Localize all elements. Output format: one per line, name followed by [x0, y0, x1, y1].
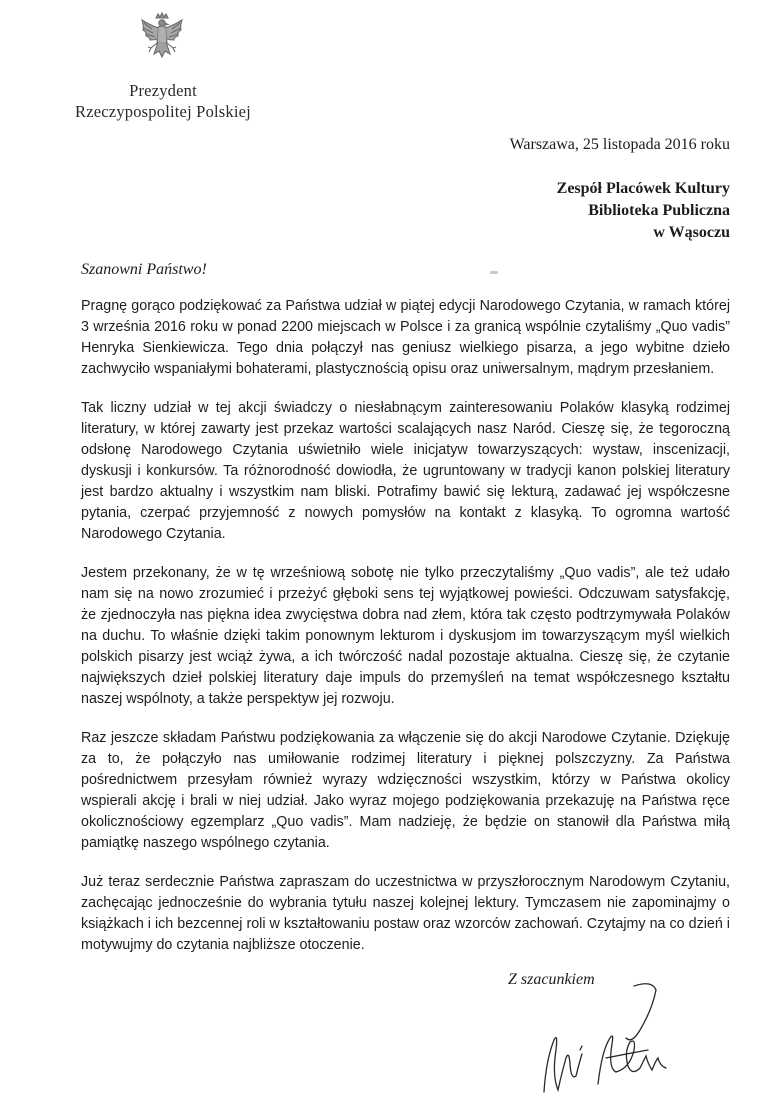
- letter-date: Warszawa, 25 listopada 2016 roku: [509, 136, 730, 153]
- letterhead-line-1: Prezydent: [129, 81, 197, 100]
- letterhead-line-2: Rzeczypospolitej Polskiej: [75, 102, 251, 121]
- addressee-line-1: Zespół Placówek Kultury: [556, 180, 730, 197]
- salutation: Szanowni Państwo!: [81, 261, 207, 278]
- eagle-emblem-icon: [138, 12, 186, 70]
- addressee-block: [557, 178, 730, 244]
- addressee-line-2: Biblioteka Publiczna: [588, 202, 730, 219]
- scan-speck: [490, 271, 498, 274]
- signature-icon: [536, 980, 686, 1100]
- closing-phrase: Z szacunkiem: [508, 971, 595, 988]
- body-paragraph-3: Jestem przekonany, że w tę wrześniową sobotę nie tylko przeczytaliśmy „Quo vadis”, ale też udało nam się na nowo zrozumieć i przeżyć głęboki sens tej wyjątkowej powieści. Odczuwam satysfakcję, że zjednoczyła nas piękna idea zwycięstwa dobra nad złem, która tak często podtrzymywała Polaków na duchu. To właśnie dzięki takim ponownym lekturom i dyskusjom im towarzyszącym myśl wielkich polskich pisarzy jest wciąż żywa, a ich twórczość nadal pozostaje aktualna. Cieszę się, że czytanie największych dzieł polskiej literatury daje impuls do przemyśleń na temat współczesnego kształtu naszej wspólnoty, a także perspektyw jej rozwoju.: [81, 565, 730, 707]
- body-paragraph-1: Pragnę gorąco podziękować za Państwa udział w piątej edycji Narodowego Czytania, w ramach której 3 września 2016 roku w ponad 2200 miejscach w Polsce i za granicą wspólnie czytaliśmy „Quo vadis” Henryka Sienkiewicza. Tego dnia połączył nas geniusz wielkiego pisarza, a jego wybitne dzieło zachwyciło wspaniałymi bohaterami, plastycznością opisu oraz uniwersalnym, mądrym przesłaniem.: [81, 298, 730, 377]
- letterhead-title: [60, 80, 266, 122]
- letter-body: [81, 296, 730, 974]
- body-paragraph-4: Raz jeszcze składam Państwu podziękowania za włączenie się do akcji Narodowe Czytanie. Dziękuję za to, że połączyło nas umiłowanie rodzimej literatury i pięknej polszczyzny. Za Państwa pośrednictwem przesyłam również wyrazy wdzięczności wszystkim, którzy w Państwa okolicy wspierali akcję i brali w niej udział. Jako wyraz mojego podziękowania przekazuję na Państwa ręce okolicznościowy egzemplarz „Quo vadis”. Mam nadzieję, że będzie on stanowił dla Państwa miłą pamiątkę naszego wspólnego czytania.: [81, 730, 730, 851]
- body-paragraph-5: Już teraz serdecznie Państwa zapraszam do uczestnictwa w przyszłorocznym Narodowym Czytaniu, zachęcając jednocześnie do wybrania tytułu naszej kolejnej lektury. Tymczasem nie zapominajmy o książkach i ich bezcennej roli w kształtowaniu postaw oraz wzorców zachowań. Czytajmy na co dzień i motywujmy do czytania najbliższe otoczenie.: [81, 874, 730, 953]
- body-paragraph-2: Tak liczny udział w tej akcji świadczy o niesłabnącym zainteresowaniu Polaków klasyką rodzimej literatury, w której zawarty jest przekaz wartości scalających nasz Naród. Cieszę się, że tegoroczną odsłonę Narodowego Czytania uświetniło wiele inicjatyw towarzyszących: wystaw, inscenizacji, dyskusji i konkursów. Ta różnorodność dowiodła, że ugruntowany w tradycji kanon polskiej literatury jest bardzo aktualny i wszystkim nam bliski. Potrafimy bawić się lekturą, zadawać jej współczesne pytania, czerpać przyjemność z nowych pomysłów na kontakt z klasyką. To ogromna wartość Narodowego Czytania.: [81, 400, 730, 542]
- addressee-line-3: w Wąsoczu: [653, 224, 730, 241]
